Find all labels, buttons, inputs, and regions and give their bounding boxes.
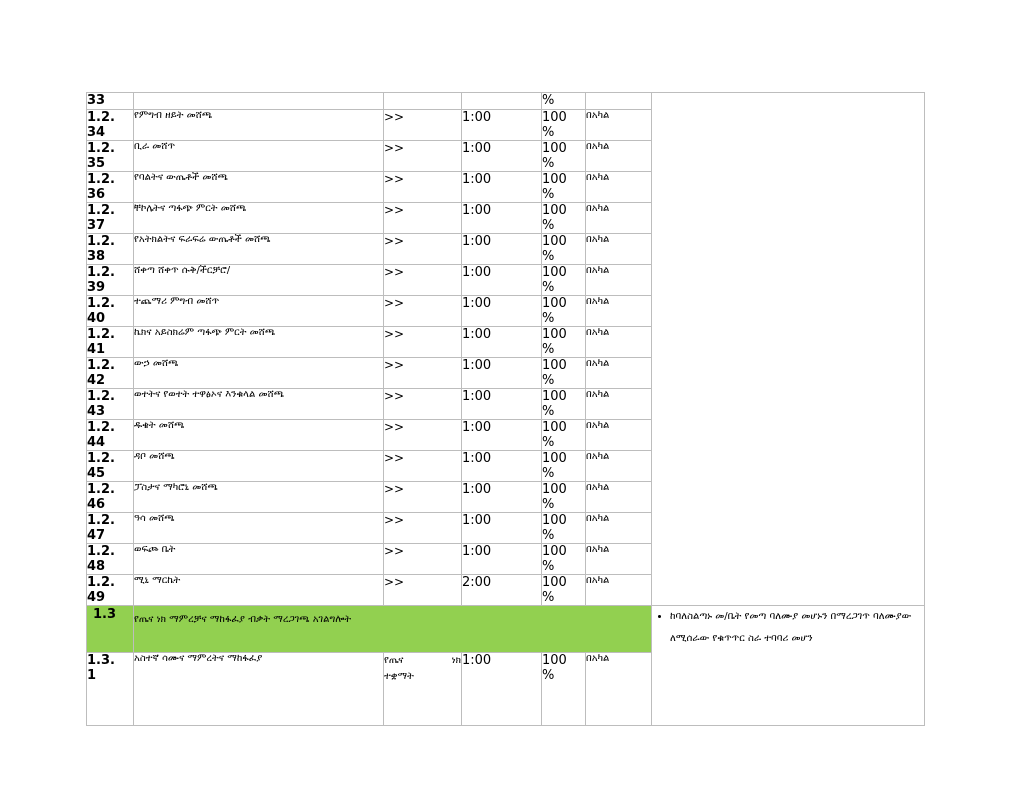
row-percent: 100 % — [542, 296, 586, 327]
row-percent: 100 % — [542, 513, 586, 544]
row-number: 1.2. 45 — [87, 451, 134, 482]
row-number: 1.2. 36 — [87, 172, 134, 203]
row-percent: 100 % — [542, 420, 586, 451]
row-delivery-mode: በአካል — [586, 296, 652, 327]
row-input-symbol: >> — [384, 389, 462, 420]
row-service-name: ኬክና አይስክሬም ጣፋጭ ምርት መሸጫ — [134, 327, 384, 358]
row-percent: 100 % — [542, 327, 586, 358]
row-delivery-mode: በአካል — [586, 482, 652, 513]
row-input-symbol: >> — [384, 513, 462, 544]
row-delivery-mode: በአካል — [586, 653, 652, 726]
row-service-name: አስተኛ ሳሙና ማምረትና ማከፋፈያ — [134, 653, 384, 726]
row-delivery-mode: በአካል — [586, 141, 652, 172]
row-time: 1:00 — [462, 358, 542, 389]
row-delivery-mode: በአካል — [586, 234, 652, 265]
row-service-name: የአትክልትና ፍራፍሬ ውጤቶች መሸጫ — [134, 234, 384, 265]
row-time: 1:00 — [462, 234, 542, 265]
row-service-name: ዓሳ መሸጫ — [134, 513, 384, 544]
row-organization: የጤና ነክ ተቋማት — [384, 653, 462, 726]
row-input-symbol: >> — [384, 141, 462, 172]
row-time: 1:00 — [462, 482, 542, 513]
row-service-name: የባልትና ውጤቶች መሸጫ — [134, 172, 384, 203]
row-number: 1.3. 1 — [87, 653, 134, 726]
row-delivery-mode: በአካል — [586, 420, 652, 451]
section-note — [652, 606, 925, 726]
row-time: 2:00 — [462, 575, 542, 606]
row-number: 1.2. 39 — [87, 265, 134, 296]
row-number: 1.2. 44 — [87, 420, 134, 451]
row-delivery-mode: በአካል — [586, 110, 652, 141]
row-time: 1:00 — [462, 141, 542, 172]
row-number: 33 — [87, 93, 134, 110]
row-percent: 100 % — [542, 358, 586, 389]
row-input-symbol: >> — [384, 544, 462, 575]
row-number: 1.2. 49 — [87, 575, 134, 606]
row-input-symbol: >> — [384, 327, 462, 358]
row-percent: 100 % — [542, 172, 586, 203]
row-input-symbol: >> — [384, 172, 462, 203]
row-delivery-mode: በአካል — [586, 358, 652, 389]
row-delivery-mode: በአካል — [586, 172, 652, 203]
row-time: 1:00 — [462, 544, 542, 575]
row-service-name: ወተትና የወተት ተዋፅኦና እንቁላል መሸጫ — [134, 389, 384, 420]
row-service-name: ሚኒ ማርኬት — [134, 575, 384, 606]
row-time: 1:00 — [462, 451, 542, 482]
row-input-symbol: >> — [384, 265, 462, 296]
row-percent: 100 % — [542, 544, 586, 575]
section-number: 1.3 — [87, 606, 134, 653]
row-service-name: ዳቦ መሸጫ — [134, 451, 384, 482]
row-number: 1.2. 37 — [87, 203, 134, 234]
row-percent: 100 % — [542, 575, 586, 606]
row-service-name: ተጨማሪ ምግብ መሸጥ — [134, 296, 384, 327]
row-percent: 100 % — [542, 482, 586, 513]
row-time: 1:00 — [462, 327, 542, 358]
table-row — [87, 93, 925, 110]
row-service-name: የምግብ ዘይት መሸጫ — [134, 110, 384, 141]
row-input-symbol: >> — [384, 482, 462, 513]
row-service-name: ዱቄት መሸጫ — [134, 420, 384, 451]
row-time: 1:00 — [462, 172, 542, 203]
row-number: 1.2. 40 — [87, 296, 134, 327]
row-delivery-mode: በአካል — [586, 265, 652, 296]
row-input-symbol: >> — [384, 296, 462, 327]
row-percent: % — [542, 93, 586, 110]
row-delivery-mode: በአካል — [586, 544, 652, 575]
row-input-symbol: >> — [384, 358, 462, 389]
row-time: 1:00 — [462, 265, 542, 296]
service-standard-table — [86, 92, 925, 726]
row-percent: 100 % — [542, 451, 586, 482]
row-number: 1.2. 46 — [87, 482, 134, 513]
row-service-name: ቢራ መሸጥ — [134, 141, 384, 172]
section-header-row — [87, 606, 925, 653]
row-number: 1.2. 35 — [87, 141, 134, 172]
row-number: 1.2. 41 — [87, 327, 134, 358]
row-number: 1.2. 48 — [87, 544, 134, 575]
row-time: 1:00 — [462, 110, 542, 141]
row-time: 1:00 — [462, 653, 542, 726]
row-percent: 100 % — [542, 653, 586, 726]
row-input-symbol: >> — [384, 575, 462, 606]
row-input-symbol: >> — [384, 234, 462, 265]
row-number: 1.2. 38 — [87, 234, 134, 265]
row-delivery-mode: በአካል — [586, 203, 652, 234]
row-number: 1.2. 47 — [87, 513, 134, 544]
row-delivery-mode: በአካል — [586, 513, 652, 544]
row-number: 1.2. 42 — [87, 358, 134, 389]
row-delivery-mode: በአካል — [586, 575, 652, 606]
row-percent: 100 % — [542, 203, 586, 234]
row-input-symbol: >> — [384, 420, 462, 451]
row-service-name: ቸኮሌትና ጣፋጭ ምርት መሸጫ — [134, 203, 384, 234]
row-service-name: ውኃ መሸጫ — [134, 358, 384, 389]
row-time: 1:00 — [462, 296, 542, 327]
row-service-name: ፓስታና ማካሮኒ መሸጫ — [134, 482, 384, 513]
row-service-name: ሸቀጣ ሸቀጥ ሱቅ/ችርቻሮ/ — [134, 265, 384, 296]
row-input-symbol: >> — [384, 203, 462, 234]
section-title: የጤና ነክ ማምረቻና ማከፋፈያ ብቃት ማረጋገጫ አገልግሎት — [134, 606, 652, 653]
row-delivery-mode: በአካል — [586, 389, 652, 420]
row-percent: 100 % — [542, 265, 586, 296]
row-number: 1.2. 34 — [87, 110, 134, 141]
row-delivery-mode: በአካል — [586, 451, 652, 482]
row-time: 1:00 — [462, 203, 542, 234]
row-time: 1:00 — [462, 389, 542, 420]
row-time: 1:00 — [462, 420, 542, 451]
row-percent: 100 % — [542, 141, 586, 172]
note-bullet: • ከባለስልጣኑ መ/ቤት የመጣ ባለሙያ መሆኑን በማረጋገጥ ባለሙያው ለሚሰራው የቁጥጥር ስራ ተባባሪ መሆን — [670, 606, 924, 650]
row-percent: 100 % — [542, 110, 586, 141]
row-service-name: ወፍጮ ቤት — [134, 544, 384, 575]
row-delivery-mode: በአካል — [586, 327, 652, 358]
row-input-symbol: >> — [384, 110, 462, 141]
notes-column-empty — [652, 93, 925, 606]
row-number: 1.2. 43 — [87, 389, 134, 420]
row-time: 1:00 — [462, 513, 542, 544]
row-input-symbol: >> — [384, 451, 462, 482]
row-percent: 100 % — [542, 234, 586, 265]
row-percent: 100 % — [542, 389, 586, 420]
